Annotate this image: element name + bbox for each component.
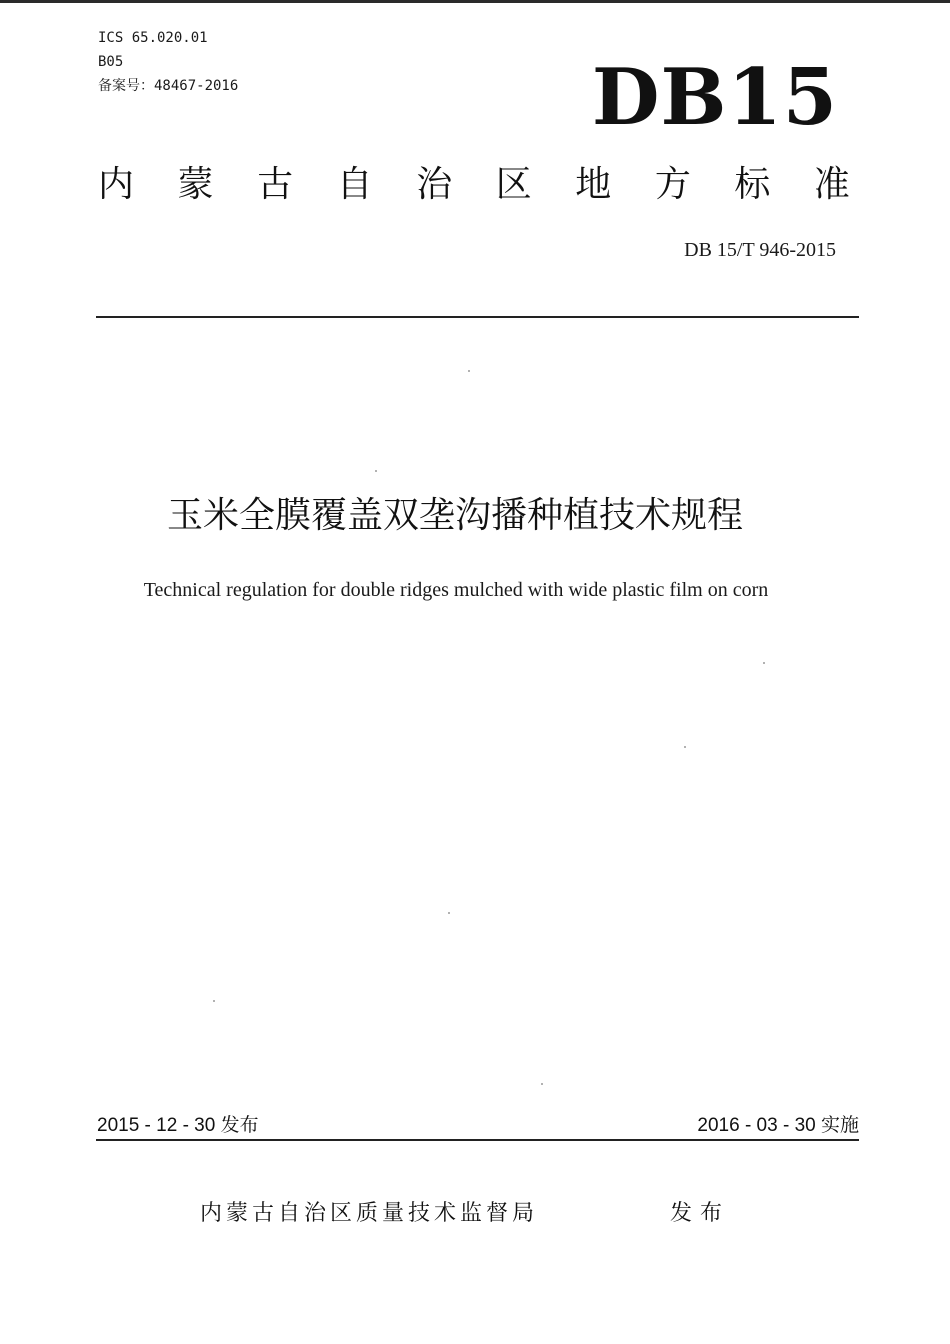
ics-code: ICS 65.020.01 — [98, 30, 208, 46]
standard-type-char: 蒙 — [177, 164, 214, 205]
header-divider — [96, 316, 859, 318]
document-title-chinese: 玉米全膜覆盖双垄沟播种植技术规程 — [166, 495, 743, 536]
standard-number: DB 15/T 946-2015 — [684, 239, 836, 261]
classification-code: B05 — [98, 54, 124, 70]
document-title-english: Technical regulation for double ridges mulched with wide plastic film on corn — [143, 579, 769, 601]
scan-speck — [763, 662, 765, 664]
standard-type-char: 治 — [416, 164, 453, 205]
standard-type-char: 准 — [813, 164, 850, 205]
scan-speck — [684, 746, 686, 748]
standard-type-char: 地 — [575, 164, 612, 205]
footer-divider — [96, 1139, 859, 1141]
scan-speck — [213, 1000, 215, 1002]
standard-type-char: 自 — [336, 164, 373, 205]
scan-speck — [541, 1083, 543, 1085]
issuing-authority: 内蒙古自治区质量技术监督局 — [200, 1201, 539, 1226]
standard-type-char: 区 — [495, 164, 532, 205]
scan-edge — [0, 0, 950, 3]
issuing-action: 发布 — [670, 1201, 731, 1226]
standard-type-char: 内 — [98, 164, 135, 205]
db-logo: DB15 — [591, 52, 838, 143]
standard-type-char: 标 — [734, 164, 771, 205]
issue-date: 2015 - 12 - 30 发布 — [97, 1115, 259, 1136]
scan-speck — [468, 370, 470, 372]
scan-speck — [375, 470, 377, 472]
filing-number: 备案号：48467-2016 — [98, 78, 239, 94]
standard-type-char: 古 — [257, 164, 294, 205]
scan-speck — [448, 912, 450, 914]
standard-type-heading — [98, 163, 850, 207]
standard-type-char: 方 — [654, 164, 691, 205]
implementation-date: 2016 - 03 - 30 实施 — [697, 1115, 859, 1136]
